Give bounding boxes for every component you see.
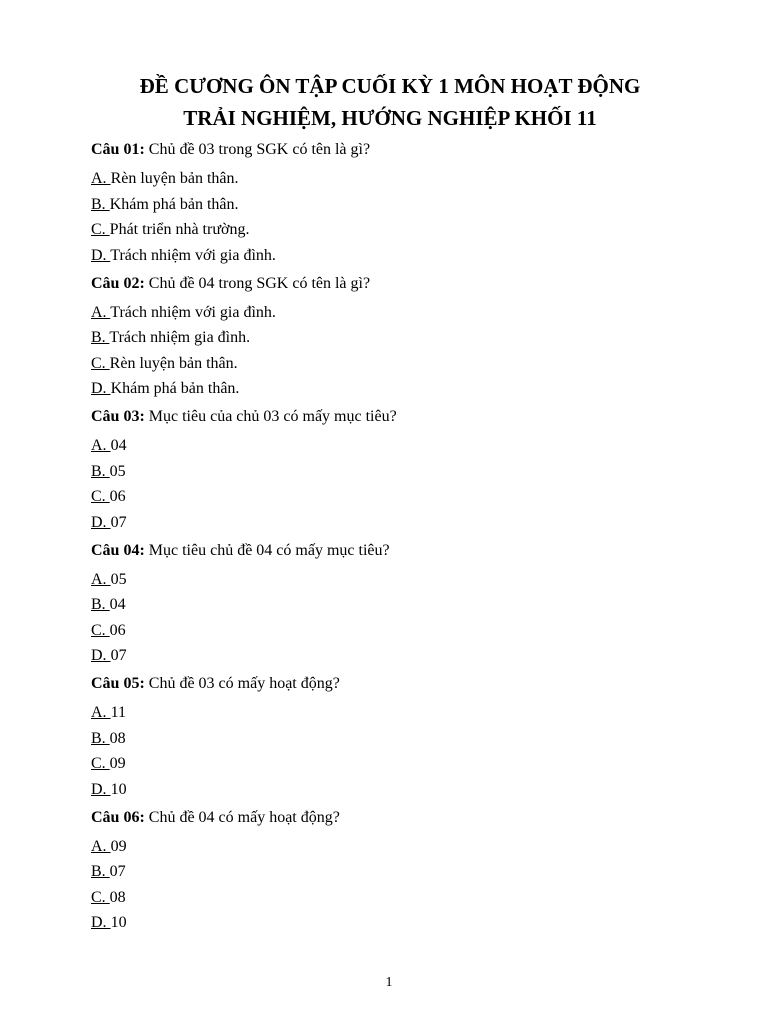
- option-text: 06: [109, 488, 126, 505]
- option-a: [91, 703, 731, 723]
- question-text: Chủ đề 03 trong SGK có tên là gì?: [144, 141, 371, 158]
- option-text: 09: [109, 755, 126, 772]
- option-letter: C.: [91, 621, 110, 639]
- option-text: 09: [110, 837, 127, 855]
- question-label: Câu 02:: [91, 274, 145, 292]
- option-b: [91, 195, 731, 215]
- option-letter: D.: [91, 513, 111, 531]
- option-a: [91, 436, 731, 456]
- option-letter: D.: [91, 380, 111, 397]
- question-04: [91, 541, 731, 667]
- option-text: 10: [110, 780, 127, 798]
- option-b: [91, 328, 731, 348]
- question-03: [91, 407, 731, 533]
- option-b: [91, 462, 731, 482]
- question-label: Câu 05:: [91, 675, 145, 692]
- option-c: [91, 621, 731, 641]
- option-text: 08: [109, 888, 126, 906]
- option-letter: A.: [91, 704, 111, 721]
- option-text: Khám phá bản thân.: [110, 380, 240, 397]
- option-letter: A.: [91, 570, 111, 588]
- option-letter: D.: [91, 780, 111, 798]
- option-text: Trách nhiệm với gia đình.: [110, 303, 276, 321]
- option-text: 07: [110, 647, 127, 664]
- option-c: [91, 220, 731, 240]
- option-d: [91, 513, 731, 533]
- option-text: 06: [109, 621, 126, 639]
- option-letter: D.: [91, 246, 111, 264]
- option-b: [91, 729, 731, 749]
- question-01: [91, 140, 731, 266]
- question-list: [91, 140, 731, 941]
- option-text: Phát triển nhà trường.: [109, 221, 250, 238]
- option-d: [91, 780, 731, 800]
- option-letter: D.: [91, 914, 111, 931]
- option-text: Khám phá bản thân.: [109, 195, 239, 213]
- option-letter: B.: [91, 729, 110, 747]
- question-label: Câu 06:: [91, 808, 145, 826]
- question-label: Câu 03:: [91, 408, 145, 425]
- question-06: [91, 808, 731, 934]
- document-title-line-2: TRẢI NGHIỆM, HƯỚNG NGHIỆP KHỐI 11: [183, 106, 597, 130]
- option-letter: C.: [91, 354, 110, 372]
- option-letter: B.: [91, 596, 110, 613]
- question-label: Câu 01:: [91, 141, 145, 158]
- option-b: [91, 862, 731, 882]
- question-text: Mục tiêu của chủ 03 có mấy mục tiêu?: [144, 408, 397, 425]
- option-letter: B.: [91, 863, 110, 880]
- option-text: Trách nhiệm với gia đình.: [110, 246, 276, 264]
- option-text: 10: [110, 914, 127, 931]
- option-c: [91, 888, 731, 908]
- option-letter: B.: [91, 195, 110, 213]
- option-text: 05: [109, 462, 126, 480]
- option-c: [91, 754, 731, 774]
- option-text: 04: [110, 437, 127, 454]
- question-02: [91, 274, 731, 400]
- option-text: Rèn luyện bản thân.: [110, 170, 239, 187]
- option-text: 05: [110, 570, 127, 588]
- question-text: Chủ đề 04 có mấy hoạt động?: [144, 808, 340, 826]
- option-d: [91, 913, 731, 933]
- option-text: Trách nhiệm gia đình.: [109, 329, 251, 346]
- option-a: [91, 303, 731, 323]
- option-text: 07: [110, 513, 127, 531]
- option-text: 04: [109, 596, 126, 613]
- option-letter: B.: [91, 462, 110, 480]
- question-text: Mục tiêu chủ đề 04 có mấy mục tiêu?: [144, 541, 390, 559]
- option-text: 08: [109, 729, 126, 747]
- option-a: [91, 837, 731, 857]
- option-a: [91, 570, 731, 590]
- option-text: 07: [109, 863, 126, 880]
- option-letter: C.: [91, 488, 110, 505]
- option-letter: D.: [91, 647, 111, 664]
- option-letter: B.: [91, 329, 110, 346]
- option-text: Rèn luyện bản thân.: [109, 354, 238, 372]
- option-text: 11: [110, 704, 126, 721]
- option-letter: C.: [91, 755, 110, 772]
- option-letter: A.: [91, 837, 111, 855]
- question-text: Chủ đề 04 trong SGK có tên là gì?: [144, 274, 371, 292]
- option-letter: A.: [91, 437, 111, 454]
- page-number: 1: [385, 975, 393, 990]
- option-a: [91, 169, 731, 189]
- option-b: [91, 595, 731, 615]
- document-title-line-1: ĐỀ CƯƠNG ÔN TẬP CUỐI KỲ 1 MÔN HOẠT ĐỘNG: [139, 74, 641, 98]
- option-c: [91, 354, 731, 374]
- question-label: Câu 04:: [91, 541, 145, 559]
- question-05: [91, 674, 731, 800]
- question-text: Chủ đề 03 có mấy hoạt động?: [144, 675, 340, 692]
- option-c: [91, 487, 731, 507]
- option-letter: A.: [91, 170, 111, 187]
- option-d: [91, 379, 731, 399]
- option-letter: C.: [91, 221, 110, 238]
- option-letter: C.: [91, 888, 110, 906]
- option-d: [91, 246, 731, 266]
- option-letter: A.: [91, 303, 111, 321]
- option-d: [91, 646, 731, 666]
